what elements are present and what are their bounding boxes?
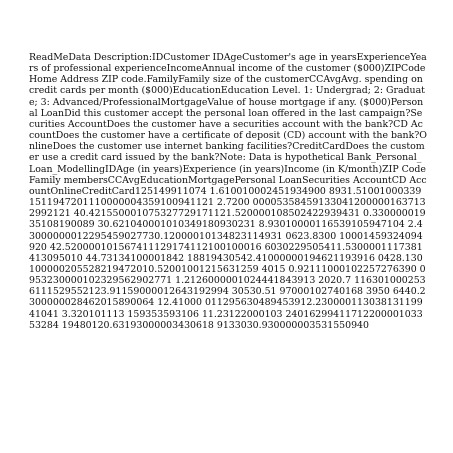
document-body: [29, 52, 427, 331]
document-paragraph: ReadMeData Description:IDCustomer IDAgeCustomer's age in yearsExperienceYears of professional experienceIncomeAnnual income of the customer ($000)ZIPCodeHome Address ZIP code.FamilyFamily size of the customerCCAvgAvg. spending on credit cards per month ($000)EducationEducation Level. 1: Undergrad; 2: Graduate; 3: Advanced/ProfessionalMortgageValue of house mortgage if any. ($000)Personal LoanDid this customer accept the personal loan offered in the last campaign?Securities AccountDoes the customer have a securities account with the bank?CD AccountDoes the customer have a certificate of deposit (CD) account with the bank?OnlineDoes the customer use internet banking facilities?CreditCardDoes the customer use a credit card issued by the bank?Note: Data is hypothetical Bank_Personal_Loan_ModellingIDAge (in years)Experience (in years)Income (in K/month)ZIP CodeFamily membersCCAvgEducationMortgagePersonal LoanSecurities AccountCD AccountOnlineCreditCard125149911074 1.610010002451934900 8931.510010003391511947201110000004359100941121 2.7200 000053584591330412000001637132992121 40.421550001075327729171121.520000108502422939431 0.33000001935108190089 30.621040001010349180930231 8.93010000116539105947104 2.43000000012295459027730.12000010134823114931 0623.8300 10001459324094920 42.520000101567411129174112100100016 6030229505411.5300001117381413095010 44.73134100001842 18819430542.41000000194621193916 0428.130100000205528219472010.52001001215631259 4015 0.92111000102257276390 0953230000102329562902771 1.2126000001024441843913 2020.7 1163010002536111529552123.91159000012643192994 30530.51 97000102740168 3950 6440.2300000028462015890064 12.41000 011295630489453912.23000011303813119941041 3.320101113 159353593106 11.23122000103 2401629941171220000103353284 19480120.63193000003430618 9133030.930000003531550940: [29, 52, 427, 331]
